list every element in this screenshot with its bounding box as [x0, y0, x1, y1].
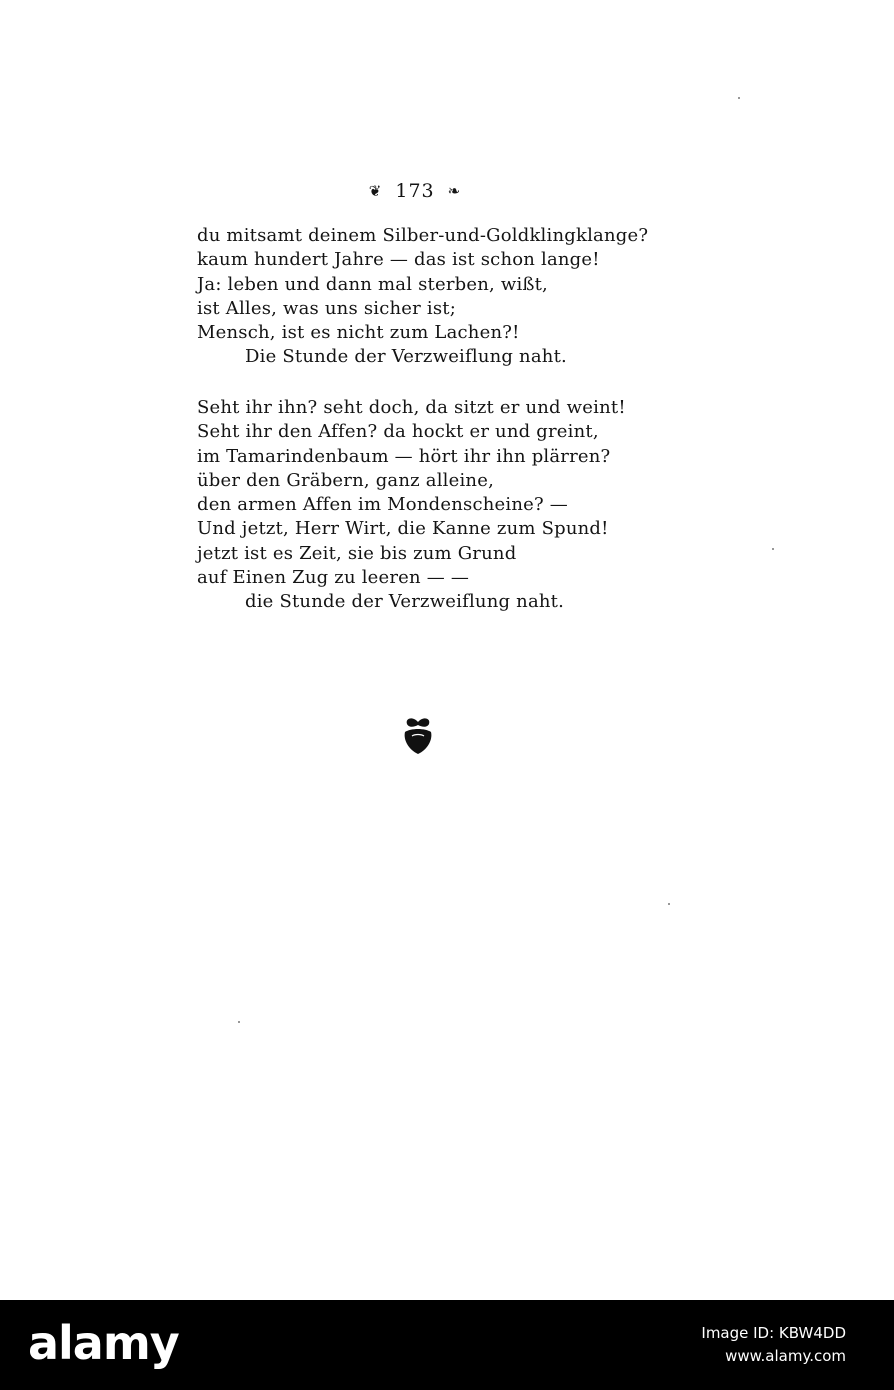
brand-logo: alamy [28, 1316, 179, 1370]
page-number: 173 [395, 180, 435, 202]
image-meta [701, 1322, 846, 1368]
image-id: Image ID: KBW4DD [701, 1324, 846, 1342]
ornament-right-icon: ❧ [447, 182, 462, 200]
vignette-ornament-icon [395, 716, 441, 756]
poem-line: Seht ihr den Affen? da hockt er und greint, [197, 421, 599, 443]
poem-line: Und jetzt, Herr Wirt, die Kanne zum Spund! [197, 518, 609, 540]
refrain-line: die Stunde der Verzweiflung naht. [245, 591, 565, 613]
poem-line: jetzt ist es Zeit, sie bis zum Grund [197, 542, 517, 564]
poem-line: über den Gräbern, ganz alleine, [197, 469, 494, 491]
poem-line: du mitsamt deinem Silber-und-Goldklingklange? [197, 225, 649, 246]
page-number-header [0, 180, 830, 202]
ornament-left-icon: ❦ [368, 182, 383, 200]
paper-speck [238, 1021, 240, 1023]
poem-line: Ja: leben und dann mal sterben, wißt, [197, 273, 548, 295]
poem-line: den armen Affen im Mondenscheine? — [197, 494, 568, 516]
poem-line: Mensch, ist es nicht zum Lachen?! [197, 322, 520, 344]
website-link[interactable]: www.alamy.com [725, 1347, 846, 1365]
poem-line: auf Einen Zug zu leeren — — [197, 567, 470, 589]
watermark-footer [0, 1300, 894, 1390]
paper-speck [668, 903, 670, 905]
poem-line: kaum hundert Jahre — das ist schon lange! [197, 249, 600, 271]
poem-line: im Tamarindenbaum — hört ihr ihn plärren? [197, 445, 611, 467]
poem-line: Seht ihr ihn? seht doch, da sitzt er und weint! [197, 397, 626, 418]
poem-line: ist Alles, was uns sicher ist; [197, 297, 456, 319]
refrain-line: Die Stunde der Verzweiflung naht. [245, 346, 567, 368]
paper-speck [738, 97, 740, 99]
paper-speck [772, 548, 774, 550]
stanza-2 [197, 396, 797, 615]
stanza-1 [197, 224, 797, 370]
